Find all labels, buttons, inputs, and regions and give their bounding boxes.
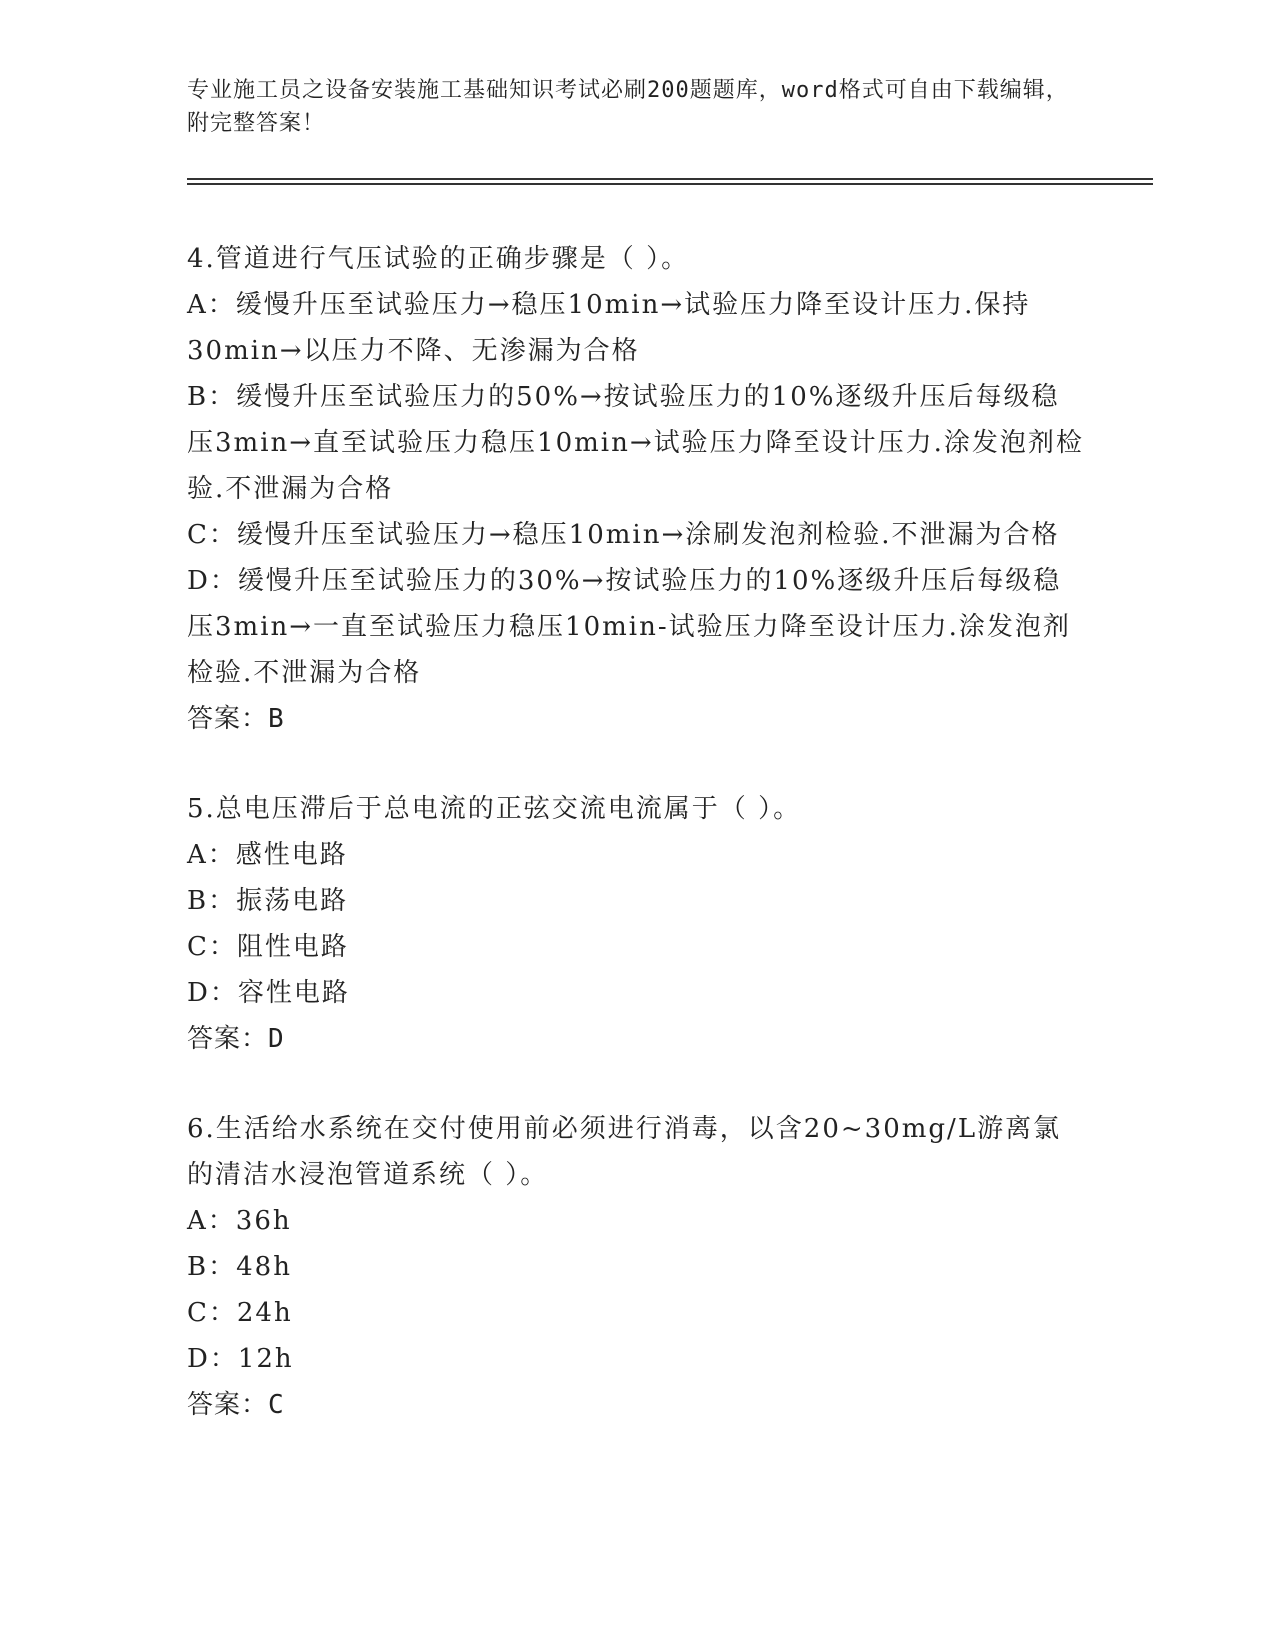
question-4 bbox=[187, 236, 1087, 742]
option-c: C：缓慢升压至试验压力→稳压10min→涂刷发泡剂检验.不泄漏为合格 bbox=[187, 520, 1060, 550]
question-stem: 4.管道进行气压试验的正确步骤是（ ）。 bbox=[187, 244, 690, 274]
option-a: A：缓慢升压至试验压力→稳压10min→试验压力降至设计压力.保持30min→以压力不降、无渗漏为合格 bbox=[187, 290, 1031, 366]
option-c: C：阻性电路 bbox=[187, 932, 349, 962]
option-a: A：36h bbox=[187, 1206, 292, 1236]
option-d: D：容性电路 bbox=[187, 978, 350, 1008]
answer-text: 答案：D bbox=[187, 1024, 285, 1054]
option-d: D：缓慢升压至试验压力的30%→按试验压力的10%逐级升压后每级稳压3min→一直至试验压力稳压10min-试验压力降至设计压力.涂发泡剂检验.不泄漏为合格 bbox=[187, 566, 1071, 688]
document-header: 专业施工员之设备安装施工基础知识考试必刷200题题库，word格式可自由下载编辑，附完整答案！ bbox=[187, 78, 1069, 136]
question-list bbox=[187, 236, 1087, 1472]
question-6 bbox=[187, 1106, 1087, 1428]
header-divider-top bbox=[187, 178, 1153, 180]
option-d: D：12h bbox=[187, 1344, 294, 1374]
option-b: B：缓慢升压至试验压力的50%→按试验压力的10%逐级升压后每级稳压3min→直至试验压力稳压10min→试验压力降至设计压力.涂发泡剂检验.不泄漏为合格 bbox=[187, 382, 1084, 504]
answer-text: 答案：B bbox=[187, 704, 285, 734]
question-5 bbox=[187, 786, 1087, 1062]
option-a: A：感性电路 bbox=[187, 840, 348, 870]
header-divider-bottom bbox=[187, 183, 1153, 185]
option-b: B：48h bbox=[187, 1252, 292, 1282]
question-stem: 6.生活给水系统在交付使用前必须进行消毒，以含20~30mg/L游离氯的清洁水浸泡管道系统（ ）。 bbox=[187, 1114, 1062, 1190]
answer-text: 答案：C bbox=[187, 1390, 285, 1420]
option-c: C：24h bbox=[187, 1298, 293, 1328]
option-b: B：振荡电路 bbox=[187, 886, 349, 916]
question-stem: 5.总电压滞后于总电流的正弦交流电流属于（ ）。 bbox=[187, 794, 802, 824]
